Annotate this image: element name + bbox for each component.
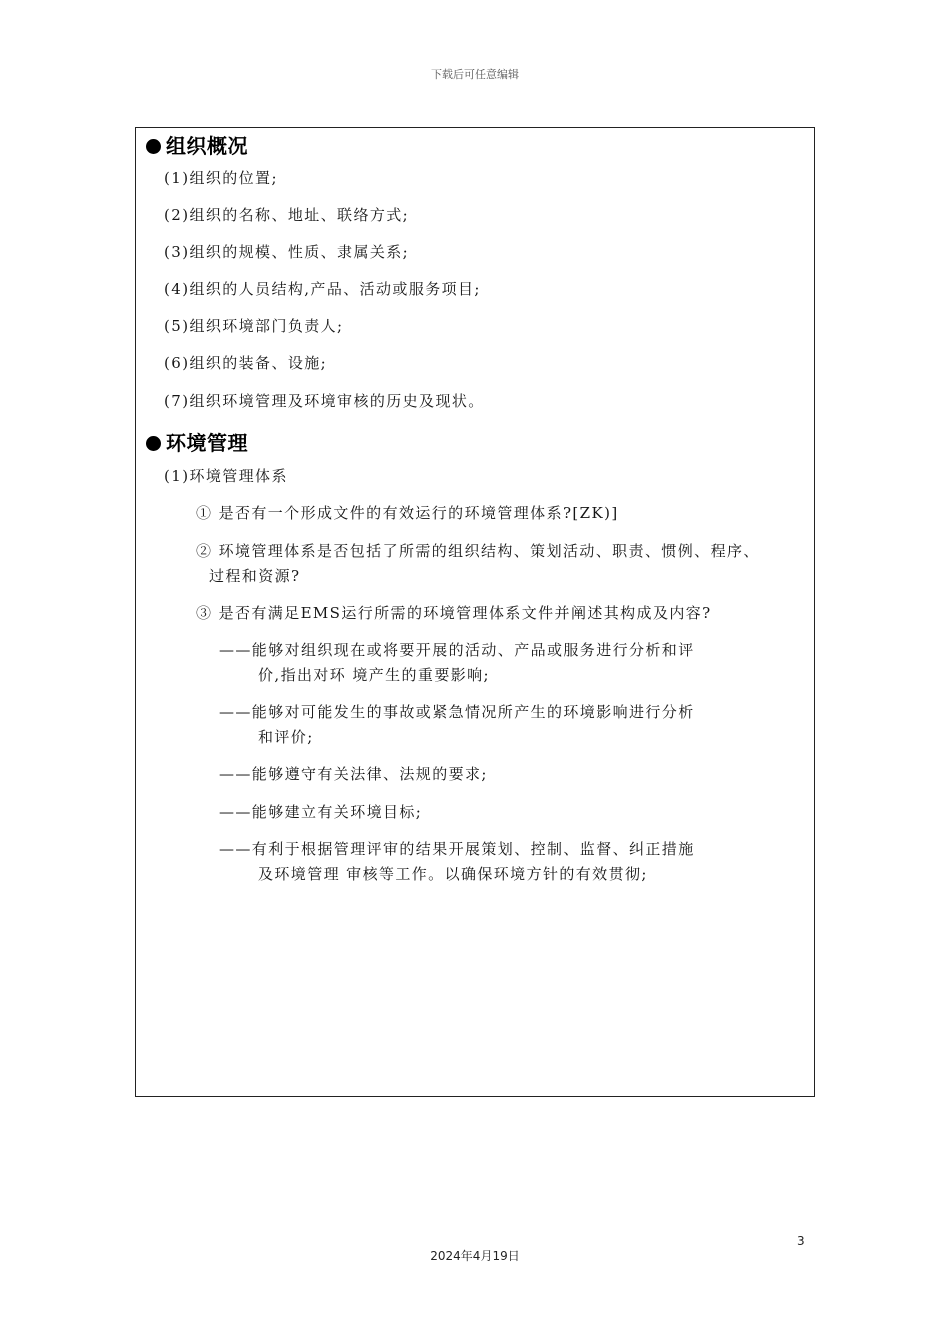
section-title: 组织概况 bbox=[166, 134, 248, 158]
sub-heading: (1)环境管理体系 bbox=[164, 467, 288, 485]
list-item: (1)组织的位置; bbox=[164, 169, 278, 187]
bullet-icon bbox=[146, 139, 161, 154]
dash-item-first-line: ——能够对组织现在或将要开展的活动、产品或服务进行分析和评 bbox=[219, 641, 695, 659]
content-frame bbox=[135, 127, 815, 1097]
list-item: (2)组织的名称、地址、联络方式; bbox=[164, 206, 410, 224]
dash-item-first-line: ——能够建立有关环境目标; bbox=[219, 803, 423, 821]
dash-item-continuation: 及环境管理 审核等工作。以确保环境方针的有效贯彻; bbox=[258, 865, 648, 883]
list-item: (7)组织环境管理及环境审核的历史及现状。 bbox=[164, 392, 485, 410]
section-heading-environment bbox=[146, 427, 248, 456]
dash-item-first-line: ——能够对可能发生的事故或紧急情况所产生的环境影响进行分析 bbox=[219, 703, 695, 721]
list-item: (6)组织的装备、设施; bbox=[164, 354, 328, 372]
header-note: 下载后可任意编辑 bbox=[431, 68, 519, 81]
bullet-icon bbox=[146, 436, 161, 451]
list-item: (5)组织环境部门负责人; bbox=[164, 317, 344, 335]
footer-date: 2024年4月19日 bbox=[430, 1249, 520, 1263]
list-item: (4)组织的人员结构,产品、活动或服务项目; bbox=[164, 280, 481, 298]
dash-item-continuation: 价,指出对环 境产生的重要影响; bbox=[258, 666, 490, 684]
dash-item-first-line: ——有利于根据管理评审的结果开展策划、控制、监督、纠正措施 bbox=[219, 840, 695, 858]
question-item: ③ 是否有满足EMS运行所需的环境管理体系文件并阐述其构成及内容? bbox=[196, 604, 712, 622]
question-item: ② 环境管理体系是否包括了所需的组织结构、策划活动、职责、惯例、程序、过程和资源? bbox=[196, 542, 760, 585]
question-item: ① 是否有一个形成文件的有效运行的环境管理体系?[ZK)] bbox=[196, 504, 619, 522]
list-item: (3)组织的规模、性质、隶属关系; bbox=[164, 243, 410, 261]
dash-item-first-line: ——能够遵守有关法律、法规的要求; bbox=[219, 765, 488, 783]
dash-item-continuation: 和评价; bbox=[258, 728, 314, 746]
section-heading-organization bbox=[146, 130, 248, 159]
section-title: 环境管理 bbox=[166, 431, 248, 455]
page-number: 3 bbox=[797, 1234, 805, 1248]
